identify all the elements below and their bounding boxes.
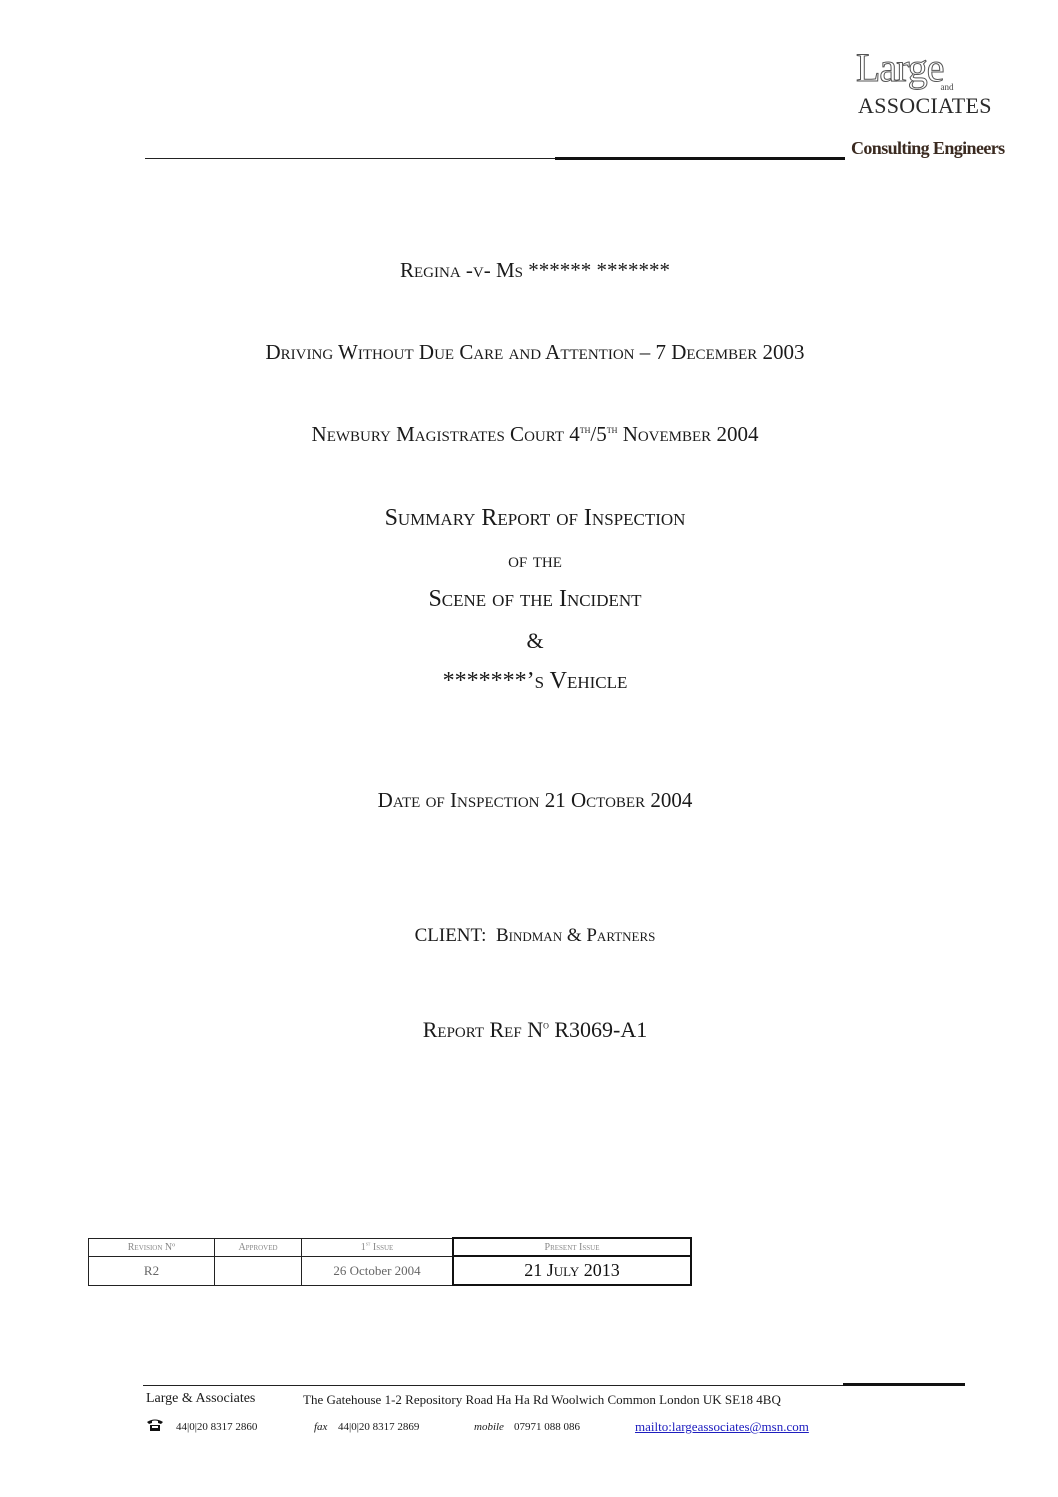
footer-rule-thick (843, 1383, 965, 1386)
logo-large-text: Large (856, 45, 944, 90)
revision-table-header (89, 1238, 692, 1256)
header-rule-thick (555, 157, 845, 160)
logo-tagline: Consulting Engineers (851, 138, 1005, 158)
header-first-issue: 1st Issue (302, 1238, 454, 1256)
cell-present-issue: 21 July 2013 (453, 1256, 691, 1285)
footer-fax-label: fax (314, 1421, 328, 1433)
inspection-date: Date of Inspection 21 October 2004 (377, 788, 693, 812)
report-title-line-3: Scene of the Incident (428, 586, 642, 612)
footer-mobile: 07971 088 086 (514, 1421, 580, 1433)
revision-table-row (89, 1256, 692, 1285)
header-rule-thin (145, 158, 555, 159)
logo-associates-text: ASSOCIATES (858, 93, 992, 118)
header-revision-no: Revision Nº (89, 1238, 215, 1256)
footer-phone: 44|0|20 8317 2860 (176, 1421, 258, 1433)
header-present-issue: Present Issue (453, 1238, 691, 1256)
client-label: CLIENT: (414, 925, 487, 946)
revision-table (88, 1237, 692, 1286)
cell-revision-no: R2 (89, 1256, 215, 1285)
footer-address: The Gatehouse 1-2 Repository Road Ha Ha Rd Woolwich Common London UK SE18 4BQ (303, 1392, 781, 1407)
cell-first-issue: 26 October 2004 (302, 1256, 454, 1285)
cell-approved (215, 1256, 302, 1285)
header-approved: Approved (215, 1238, 302, 1256)
client-name: Bindman & Partners (495, 925, 656, 946)
court-title: Newbury Magistrates Court 4th/5th November 2004 (311, 422, 759, 446)
footer-email-link[interactable]: mailto:largeassociates@msn.com (635, 1419, 809, 1434)
footer-rule-thin (143, 1385, 843, 1386)
client-line (0, 925, 1058, 947)
footer-mobile-label: mobile (474, 1421, 504, 1433)
report-title-line-2: of the (508, 547, 562, 572)
report-ref: Report Ref $N^o$ R3069-A1 (422, 1017, 648, 1042)
report-title-line-1: Summary Report of Inspection (384, 505, 686, 531)
footer-company: Large & Associates (146, 1391, 256, 1406)
phone-icon (146, 1418, 164, 1432)
report-title-line-4: & (526, 628, 544, 653)
charge-title: Driving Without Due Care and Attention – 7 December 2003 (265, 340, 805, 364)
case-title: Regina -v- Ms ****** ******* (400, 258, 670, 282)
report-title-line-5: *******’s Vehicle (442, 668, 628, 694)
footer-fax: 44|0|20 8317 2869 (338, 1421, 420, 1433)
logo-and-text: and (940, 82, 954, 92)
